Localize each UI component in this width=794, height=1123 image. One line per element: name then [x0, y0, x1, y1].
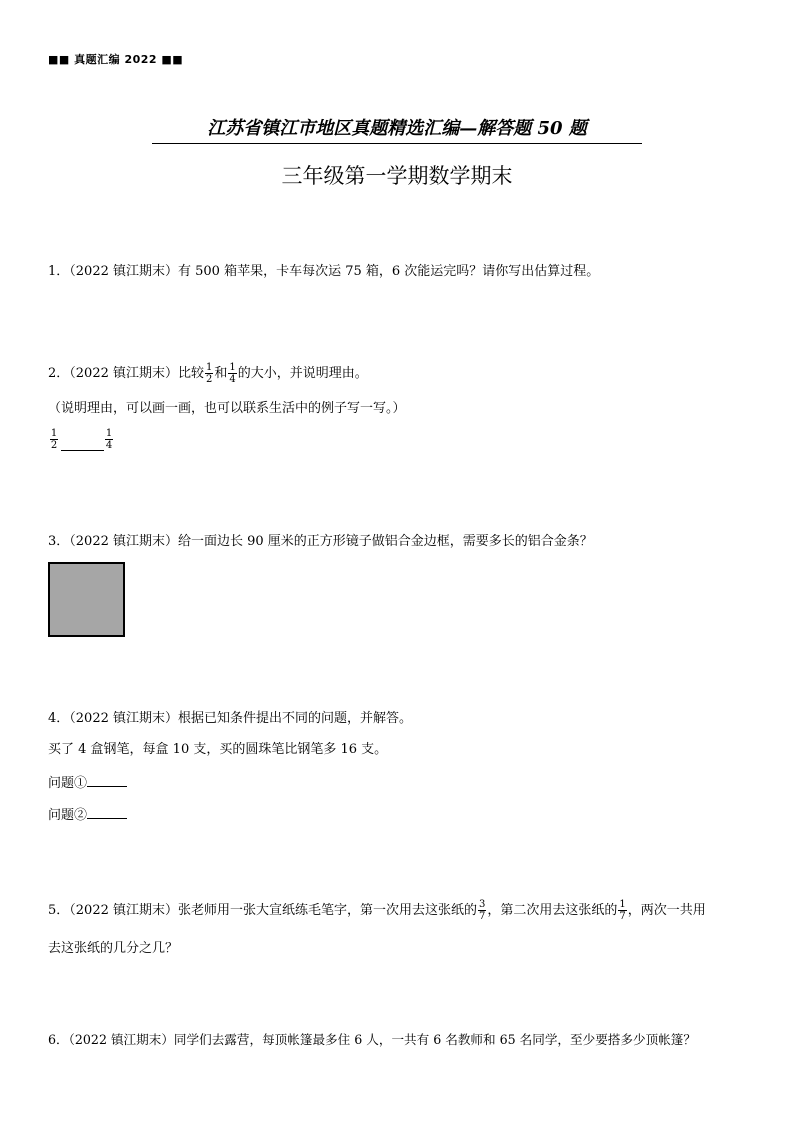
question-5-prefix: 5．（2022 镇江期末）张老师用一张大宣纸练毛笔字，第一次用去这张纸的 — [48, 903, 477, 918]
question-5-line-2: 去这张纸的几分之几？ — [48, 941, 179, 956]
question-4-problem-1: 问题① — [48, 774, 127, 792]
question-4: 4．（2022 镇江期末）根据已知条件提出不同的问题，并解答。 — [48, 711, 412, 726]
question-2-prefix: 2．（2022 镇江期末）比较 — [48, 366, 204, 381]
document-title: 江苏省镇江市地区真题精选汇编—解答题 50 题 — [152, 114, 642, 144]
mirror-square-figure — [48, 562, 125, 637]
question-2-mid: 和 — [214, 366, 228, 381]
question-2-suffix: 的大小，并说明理由。 — [237, 366, 368, 381]
question-4-problem-2: 问题② — [48, 806, 127, 824]
question-5-suffix: ，两次一共用 — [627, 903, 706, 918]
compare-line — [61, 450, 104, 451]
question-3: 3．（2022 镇江期末）给一面边长 90 厘米的正方形镜子做铝合金边框，需要多长的铝合金条？ — [48, 534, 593, 549]
question-2-note: （说明理由，可以画一画，也可以联系生活中的例子写一写。） — [48, 401, 406, 416]
question-1: 1．（2022 镇江期末）有 500 箱苹果，卡车每次运 75 箱，6 次能运完吗？请你写出估算过程。 — [48, 264, 600, 279]
question-4-condition: 买了 4 盒钢笔，每盒 10 支，买的圆珠笔比钢笔多 16 支。 — [48, 742, 388, 757]
answer-blank-1[interactable] — [87, 774, 127, 787]
question-5-mid: ，第二次用去这张纸的 — [487, 903, 618, 918]
document-subtitle: 三年级第一学期数学期末 — [281, 164, 513, 188]
question-5 — [48, 899, 706, 922]
answer-blank-2[interactable] — [87, 806, 127, 819]
question-6: 6．（2022 镇江期末）同学们去露营，每顶帐篷最多住 6 人，一共有 6 名教师和 65 名同学，至少要搭多少顶帐篷？ — [48, 1032, 696, 1047]
fraction-one-quarter: $\frac{1}{4}$ — [229, 362, 236, 385]
compare-left-fraction: 1 2 — [50, 428, 58, 451]
fraction-one-half: $\frac{1}{2}$ — [206, 362, 213, 385]
fraction-three-sevenths: $\frac{3}{7}$ — [479, 899, 486, 922]
page-header: ■■ 真题汇编 2022 ■■ — [48, 53, 184, 66]
compare-right-fraction: 1 4 — [105, 428, 113, 451]
fraction-one-seventh: $\frac{1}{7}$ — [619, 899, 626, 922]
question-2 — [48, 362, 368, 385]
